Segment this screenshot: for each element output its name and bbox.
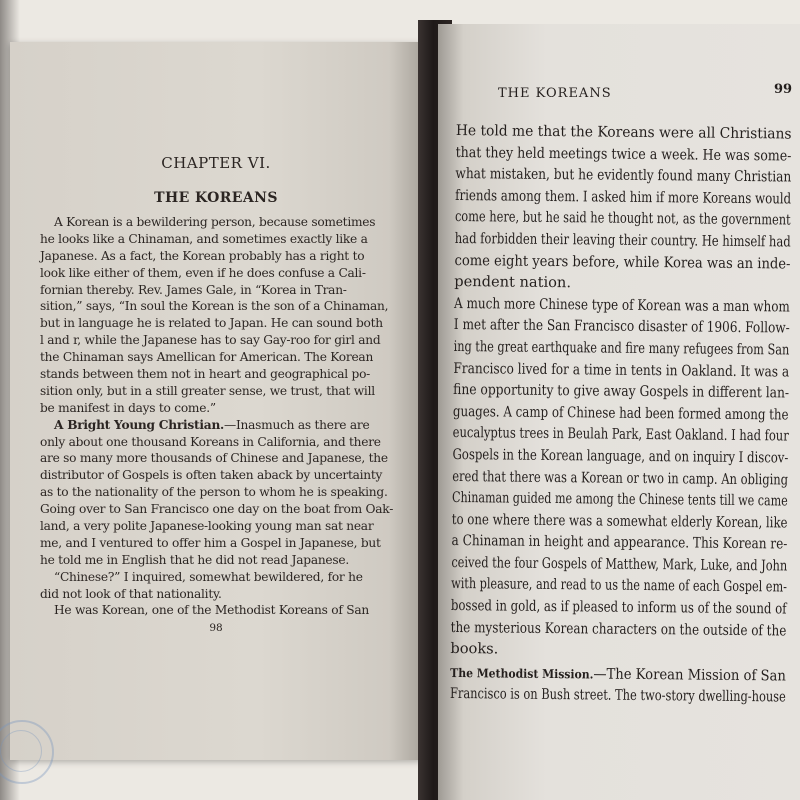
text-segment: I met after the San Francisco disaster of 1906.	[453, 316, 742, 337]
text-line	[451, 617, 787, 642]
text-segment: to one where there was a somewhat elderly Korean, like	[451, 510, 788, 532]
text-segment: books.	[450, 640, 499, 658]
right-page-number: 99	[774, 82, 793, 97]
text-line: “Chinese?” I inquired, somewhat bewildered, for he	[54, 569, 363, 584]
text-line: look like either of them, even if he does confuse a Cali-	[40, 265, 366, 280]
section-heading: A Bright Young Christian.	[54, 417, 225, 432]
text-segment: with pleasure, and read to us the name of each Gospel em-	[451, 575, 788, 596]
text-line	[454, 250, 790, 275]
text-line: only about one thousand Koreans in California, and there	[40, 434, 381, 449]
text-segment: He himself had	[697, 232, 791, 251]
text-segment: Gospels in the Korean language, and on inquiry I discov-	[452, 445, 789, 467]
text-line: sition,” says, “In soul the Korean is the son of a Chinaman,	[40, 299, 389, 314]
text-line: he looks like a Chinaman, and sometimes exactly like a	[40, 231, 368, 246]
text-segment: fine opportunity to give away Gospels in different lan-	[453, 381, 790, 402]
text-segment: pendent nation.	[454, 273, 572, 292]
chapter-title: THE KOREANS	[154, 190, 278, 206]
text-segment: I had four	[727, 427, 789, 445]
running-head: THE KOREANS	[498, 86, 612, 101]
text-segment: come eight years before, while Korea was an inde-	[454, 251, 791, 273]
text-segment: a Chinaman in height and appearance.	[451, 532, 690, 552]
left-page-text	[40, 214, 422, 619]
text-line: but in language he is related to Japan. He can sound both	[40, 316, 383, 331]
text-line: he told me in English that he did not read Japanese.	[40, 552, 349, 567]
text-line: Japanese. As a fact, the Korean probably has a right to	[40, 248, 365, 263]
text-line: me, and I ventured to offer him a Gospel in Japanese, but	[40, 535, 381, 550]
text-line: distributor of Gospels is often taken aback by uncertainty	[40, 468, 383, 483]
text-segment: He	[455, 121, 477, 140]
text-segment: guages. A camp of Chinese had been formed among the	[452, 402, 789, 424]
section-heading: The Methodist Mission.	[450, 665, 594, 682]
text-segment: what mistaken, but he evidently found many Christian	[455, 165, 792, 186]
text-segment: Chinaman guided me among the Chinese tents till we came	[451, 489, 788, 510]
text-line: are so many more thousands of Chinese and Japanese, the	[40, 451, 388, 466]
text-segment: It was a	[736, 362, 790, 381]
text-segment: come here, but he said he thought not, as the government	[454, 208, 791, 229]
text-segment: ceived the four Gospels of Matthew, Mark, Luke, and John	[451, 553, 788, 575]
text-segment: ing the great earthquake and fire many refugees from San	[453, 337, 790, 359]
text-line: the Chinaman says Amellican for American. The Korean	[40, 350, 374, 365]
text-segment: He was some-	[698, 146, 792, 165]
text-segment: A much more Chinese type of Korean was a man whom	[453, 294, 790, 316]
text-line: as to the nationality of the person to whom he is speaking.	[40, 485, 388, 500]
text-segment: had forbidden their leaving their country.	[454, 229, 699, 250]
text-segment: An obliging	[717, 470, 789, 488]
text-segment: bossed in gold, as if pleased to inform us of the sound of	[450, 597, 787, 618]
text-line: A Korean is a bewildering person, because sometimes	[54, 215, 376, 229]
text-segment: Francisco lived for a time in tents in Oakland.	[453, 359, 737, 380]
text-segment: I asked him if more Koreans would	[579, 188, 792, 208]
text-line: land, a very polite Japanese-looking young man sat near	[40, 519, 374, 534]
left-page	[10, 42, 422, 760]
section-text: —The Korean Mission of San	[593, 665, 786, 685]
text-line: stands between them not in heart and geographical po-	[40, 367, 371, 382]
text-segment: the mysterious Korean characters on the outside of the	[450, 618, 787, 640]
chapter-heading: CHAPTER VI.	[161, 154, 271, 172]
text-segment: told me that the Koreans were all Christians	[476, 122, 792, 143]
text-segment: ered that there was a Korean or two in camp.	[452, 467, 718, 488]
text-line: did not look of that nationality.	[40, 586, 222, 601]
text-segment: friends among them.	[455, 186, 580, 206]
right-page-text	[450, 120, 800, 710]
right-page	[438, 24, 800, 800]
text-line: Francisco is on Bush street. The two-story dwelling-house	[449, 685, 786, 706]
text-line: fornian thereby. Rev. James Gale, in “Korea in Tran-	[40, 282, 347, 297]
left-page-number: 98	[209, 622, 223, 634]
text-line	[450, 638, 498, 660]
text-line	[454, 271, 571, 294]
text-line: sition only, but in a still greater sense, we trust, that will	[40, 383, 375, 398]
text-line	[40, 417, 369, 434]
section-text: —Inasmuch as there are	[224, 417, 370, 432]
text-line: He was Korean, one of the Methodist Koreans of San	[54, 603, 369, 618]
text-line: be manifest in days to come.”	[40, 400, 216, 415]
text-segment: eucalyptus trees in Beulah Park, East Oakland.	[452, 424, 728, 445]
text-line: Going over to San Francisco one day on the boat from Oak-	[40, 502, 394, 517]
text-line: l and r, while the Japanese has to say Gay-roo for girl and	[40, 333, 381, 348]
text-segment: that they held meetings twice a week.	[455, 143, 699, 164]
text-segment: Follow-	[741, 319, 790, 337]
text-segment: This Korean re-	[689, 534, 788, 553]
